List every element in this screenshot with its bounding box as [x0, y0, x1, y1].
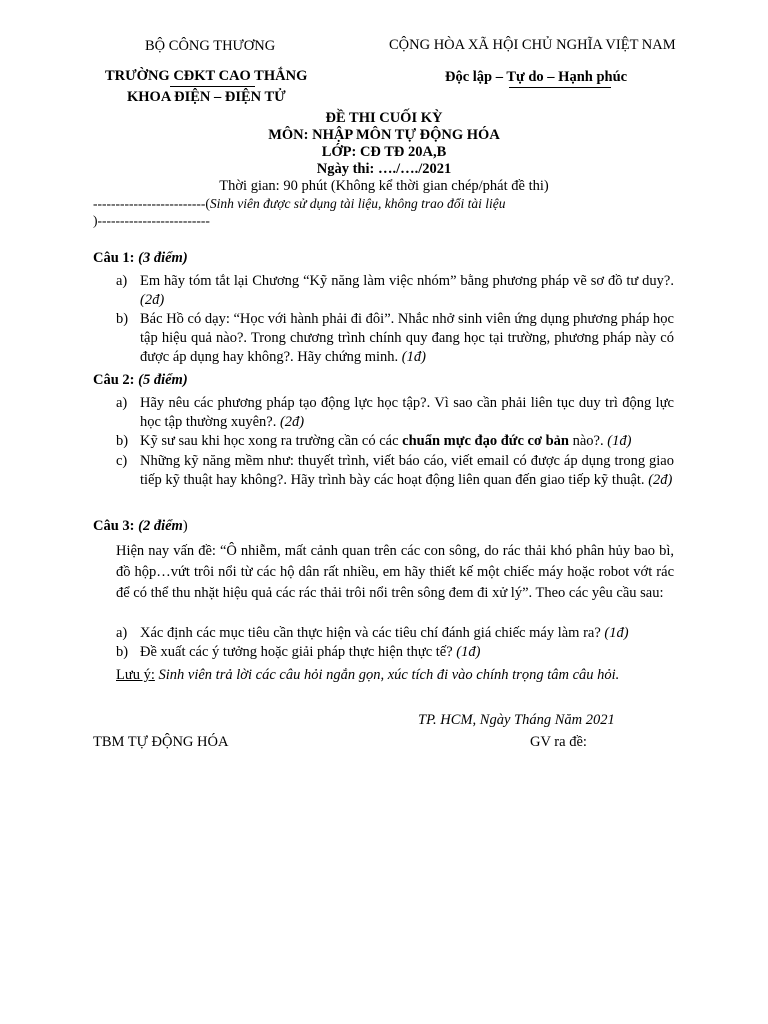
item-text: Hãy nêu các phương pháp tạo động lực học tập?. Vì sao cần phải liên tục duy trì động lực học tập thường xuyên?. (2đ): [140, 395, 674, 430]
note-text: Sinh viên trả lời các câu hỏi ngắn gọn, xúc tích đi vào chính trọng tâm câu hỏi.: [154, 667, 620, 683]
item-mark: (1đ): [401, 349, 426, 365]
question-2-heading: [93, 371, 188, 390]
note-label: Lưu ý:: [116, 667, 155, 683]
question-1-label: Câu 1:: [93, 250, 139, 266]
rule-text: Sinh viên được sử dụng tài liệu, không trao đổi tài liệu: [209, 196, 506, 211]
item-mark: (2đ): [140, 292, 165, 308]
item-letter: c): [116, 453, 128, 469]
lecturer-label: GV ra đề:: [530, 734, 587, 750]
question-3-points: (2 điểm: [138, 518, 183, 534]
question-3-label: Câu 3:: [93, 518, 139, 534]
question-1-heading: [93, 249, 188, 268]
question-2-label: Câu 2:: [93, 372, 139, 388]
item-mark: (2đ): [279, 414, 305, 430]
item-text: Đề xuất các ý tưởng hoặc giải pháp thực hiện thực tế? (1đ): [140, 644, 481, 660]
exam-subject: MÔN: NHẬP MÔN TỰ ĐỘNG HÓA: [268, 127, 500, 143]
department-head-label: TBM TỰ ĐỘNG HÓA: [93, 734, 229, 750]
item-text: Kỹ sư sau khi học xong ra trường cần có các chuẩn mực đạo đức cơ bản nào?. (1đ): [140, 433, 632, 449]
school-underline: [170, 86, 255, 87]
exam-rule-line: [93, 195, 506, 212]
item-letter: a): [116, 395, 128, 411]
faculty-name: KHOA ĐIỆN – ĐIỆN TỬ: [127, 89, 286, 105]
item-letter: b): [116, 311, 129, 327]
country-name: CỘNG HÒA XÃ HỘI CHỦ NGHĨA VIỆT NAM: [389, 37, 676, 53]
exam-note: [116, 666, 619, 685]
question-1-points: (3 điểm): [138, 250, 188, 266]
item-text: Xác định các mục tiêu cần thực hiện và các tiêu chí đánh giá chiếc máy làm ra? (1đ): [140, 625, 629, 641]
question-3-intro: Hiện nay vấn đề: “Ô nhiễm, mất cảnh quan trên các con sông, do rác thải khó phân hủy bao bì, đồ hộp…vứt trôi nổi từ các hộ dân rất nhiều, em hãy thiết kế một chiếc máy hoặc robot vớt rác để có thể thu nhặt hiệu quả các rác thải trôi nổi trên sông đem đi xử lý”. Theo các yêu cầu sau:: [116, 543, 674, 601]
exam-title-block: [0, 110, 768, 195]
item-mark: (2đ): [648, 472, 673, 488]
question-3-heading: Câu 3: (2 điểm): [93, 518, 188, 534]
item-text: Những kỹ năng mềm như: thuyết trình, viết báo cáo, viết email có được áp dụng trong giao tiếp kỹ thuật hay không?. Hãy trình bày các hoạt động liên quan đến giao tiếp kỹ thuật. (2đ): [140, 453, 674, 488]
rule-dashes-right: )-------------------------: [93, 213, 210, 228]
exam-title: ĐỀ THI CUỐI KỲ: [325, 110, 443, 126]
question-2-points: (5 điểm): [138, 372, 188, 388]
item-text: Em hãy tóm tắt lại Chương “Kỹ năng làm việc nhóm” bằng phương pháp vẽ sơ đồ tư duy?. (2đ): [140, 273, 674, 308]
exam-duration: Thời gian: 90 phút (Không kể thời gian chép/phát đề thi): [219, 178, 549, 194]
emphasis-text: chuẩn mực đạo đức cơ bản: [402, 433, 569, 449]
item-letter: a): [116, 625, 128, 641]
item-mark: (1đ): [456, 644, 481, 660]
exam-class: LỚP: CĐ TĐ 20A,B: [321, 144, 447, 160]
motto-underline: [509, 87, 611, 88]
item-text: Bác Hồ có dạy: “Học với hành phải đi đôi”. Nhắc nhở sinh viên ứng dụng phương pháp học tập hiệu quả nào?. Trong chương trình chính quy đang học tại trường, phương pháp này có được áp dụng hay không?. Hãy chứng minh. (1đ): [140, 311, 674, 365]
national-motto: Độc lập – Tự do – Hạnh phúc: [445, 69, 628, 85]
ministry-name: BỘ CÔNG THƯƠNG: [145, 38, 276, 54]
item-mark: (1đ): [607, 433, 632, 449]
school-name: TRƯỜNG CĐKT CAO THẮNG: [105, 68, 308, 84]
item-mark: (1đ): [604, 625, 629, 641]
signing-date: TP. HCM, Ngày Tháng Năm 2021: [418, 712, 615, 728]
exam-date: Ngày thi: …./…./2021: [316, 161, 452, 177]
item-letter: a): [116, 273, 128, 289]
item-letter: b): [116, 433, 129, 449]
item-letter: b): [116, 644, 129, 660]
rule-dashes-left: -------------------------(: [93, 196, 210, 211]
